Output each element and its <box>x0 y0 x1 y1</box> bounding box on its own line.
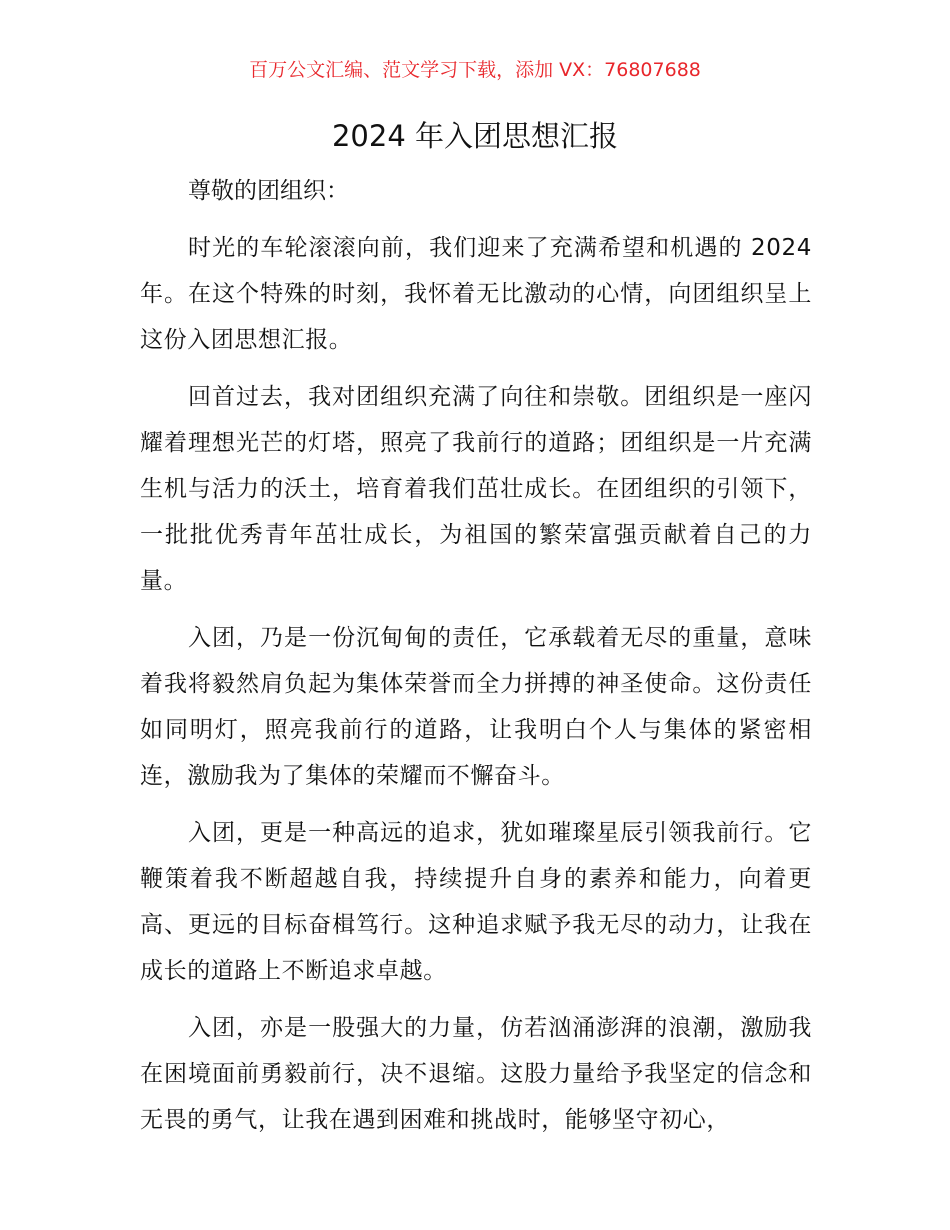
paragraph: 入团，亦是一股强大的力量，仿若汹涌澎湃的浪潮，激励我在困境面前勇毅前行，决不退缩。这股力量给予我坚定的信念和无畏的勇气，让我在遇到困难和挑战时，能够坚守初心， <box>140 1015 812 1133</box>
salutation: 尊敬的团组织： <box>188 178 349 204</box>
document-body <box>140 168 812 1143</box>
paragraph: 入团，更是一种高远的追求，犹如璀璨星辰引领我前行。它鞭策着我不断超越自我，持续提升自身的素养和能力，向着更高、更远的目标奋楫笃行。这种追求赋予我无尽的动力，让我在成长的道路上不断追求卓越。 <box>140 820 812 984</box>
header-watermark-note: 百万公文汇编、范文学习下载，添加 VX：76807688 <box>249 59 701 81</box>
paragraph: 入团，乃是一份沉甸甸的责任，它承载着无尽的重量，意味着我将毅然肩负起为集体荣誉而全力拼搏的神圣使命。这份责任如同明灯，照亮我前行的道路，让我明白个人与集体的紧密相连，激励我为了集体的荣耀而不懈奋斗。 <box>140 625 812 789</box>
document-title: 2024 年入团思想汇报 <box>331 119 619 153</box>
paragraph: 回首过去，我对团组织充满了向往和崇敬。团组织是一座闪耀着理想光芒的灯塔，照亮了我前行的道路；团组织是一片充满生机与活力的沃土，培育着我们茁壮成长。在团组织的引领下，一批批优秀青年茁壮成长，为祖国的繁荣富强贡献着自己的力量。 <box>140 384 812 594</box>
paragraph: 时光的车轮滚滚向前，我们迎来了充满希望和机遇的 2024 年。在这个特殊的时刻，我怀着无比激动的心情，向团组织呈上这份入团思想汇报。 <box>140 235 812 353</box>
